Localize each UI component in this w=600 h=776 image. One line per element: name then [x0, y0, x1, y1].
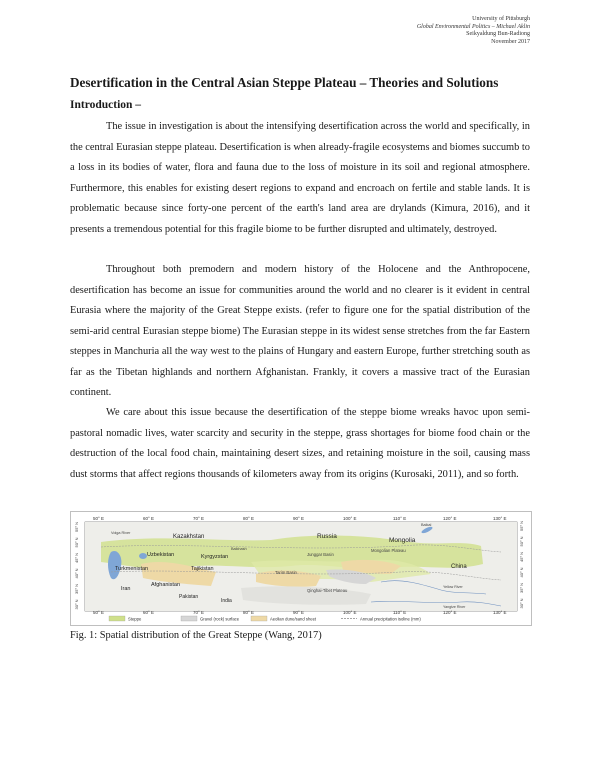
map-label-qinghai-tibet-plateau: Qinghai-Tibet Plateau	[307, 588, 348, 593]
map-label-turkmenistan: Turkmenistan	[115, 566, 149, 572]
header-course: Global Environmental Politics – Michael Aklin	[416, 23, 530, 30]
longitude-label: 50° E	[93, 610, 105, 615]
map-label-afghanistan: Afghanistan	[151, 582, 181, 588]
map-label-balkhash: Balkhash	[231, 547, 247, 551]
header-date: November 2017	[491, 38, 530, 45]
longitude-label: 80° E	[243, 610, 255, 615]
latitude-label: 45° N	[519, 551, 524, 562]
longitude-label: 60° E	[143, 610, 155, 615]
longitude-label: 60° E	[143, 516, 155, 521]
longitude-label: 80° E	[243, 516, 255, 521]
latitude-label: 30° N	[74, 599, 79, 610]
legend-swatch	[181, 616, 197, 621]
map-label-tarim-basin: Tarim Basin	[275, 570, 297, 575]
latitude-label: 50° N	[74, 537, 79, 548]
longitude-label: 130° E	[493, 610, 507, 615]
section-heading-introduction: Introduction –	[70, 99, 142, 111]
longitude-label: 130° E	[493, 516, 507, 521]
map-label-kyrgyzstan: Kyrgyzstan	[201, 554, 229, 560]
longitude-label: 50° E	[93, 516, 105, 521]
header-university: University of Pittsburgh	[472, 16, 530, 22]
legend-label: Steppe	[128, 616, 142, 622]
paper-title: Desertification in the Central Asian Steppe Plateau – Theories and Solutions	[70, 75, 499, 90]
latitude-label: 40° N	[519, 567, 524, 578]
map-label-russia: Russia	[317, 533, 337, 540]
longitude-label: 110° E	[393, 516, 407, 521]
latitude-label: 30° N	[519, 598, 524, 609]
running-header	[417, 16, 530, 46]
paragraph-3: We care about this issue because the desertification of the steppe biome wreaks havoc upon semi-pastoral nomadic lives, water scarcity and security in the steppe, grass shortages for biome food chain or the destruction of the local food chain, maintaining desert sizes, and retaining moisture in the soil, causing mass dust storms that affect regions thousands of kilometers away from its origins (Kurosaki, 2011), and so forth.	[70, 407, 530, 480]
longitude-label: 90° E	[293, 516, 305, 521]
latitude-label: 45° N	[74, 552, 79, 563]
longitude-label: 100° E	[343, 610, 357, 615]
map-label-pakistan: Pakistan	[179, 594, 199, 600]
longitude-label: 100° E	[343, 516, 357, 521]
latitude-label: 35° N	[519, 582, 524, 593]
map-label-mongolian-plateau: Mongolian Plateau	[371, 548, 406, 553]
legend-label: Aeolian dune/sand sheet	[270, 616, 317, 622]
steppe-map-figure	[70, 511, 532, 626]
paragraph-1: The issue in investigation is about the intensifying desertification across the world and specifically, in the central Eurasian steppe plateau. Desertification is when already-fragile ecosystems and biomes succumb to a loss in its bodies of water, flora and fauna due to the loss of moisture in its soil and regional atmosphere. Furthermore, this enables for existing desert regions to expand and encroach on fertile and stable lands. It is problematic because since forty-one percent of the earth's land area are drylands (Kimura, 2016), and it presents a tremendous potential for this fragile biome to be further disrupted and ultimately, destroyed.	[70, 121, 530, 235]
aral-sea	[139, 553, 147, 559]
map-label-junggar-basin: Junggar Basin	[307, 552, 334, 557]
map-label-kazakhstan: Kazakhstan	[173, 534, 205, 540]
map-label-uzbekistan: Uzbekistan	[147, 552, 175, 558]
map-label-baikal: Baikal	[421, 523, 432, 527]
longitude-label: 70° E	[193, 516, 205, 521]
latitude-label: 55° N	[74, 521, 79, 532]
latitude-label: 50° N	[519, 536, 524, 547]
map-label-india: India	[221, 598, 232, 604]
header-author: Seikyaldung Bun-Radiong	[466, 31, 530, 37]
steppe-map	[71, 512, 531, 625]
map-label-iran: Iran	[121, 586, 131, 592]
paragraph-2: Throughout both premodern and modern history of the Holocene and the Anthropocene, desertification has become an issue for communities around the world and no clearer is it evident in central Eurasia where the majority of the Great Steppe exists. (refer to figure one for the spatial distribution of the semi-arid central Eurasian steppe biome) The Eurasian steppe in its widest sense stretches from the far Eastern steppes in Manchuria all the way west to the plains of Hungary and eastern Europe, further stretching south as far as the Tibetan highlands and northern Afghanistan. Frankly, it covers a massive tract of the Eurasian continent.	[70, 264, 530, 398]
legend-swatch	[251, 616, 267, 621]
longitude-label: 110° E	[393, 610, 407, 615]
map-label-tajikistan: Tajikistan	[191, 566, 214, 572]
legend-label: Gravel (rock) surface	[200, 616, 240, 622]
legend-swatch	[109, 616, 125, 621]
latitude-label: 40° N	[74, 568, 79, 579]
map-label-china: China	[451, 564, 467, 570]
longitude-label: 90° E	[293, 610, 305, 615]
latitude-label: 35° N	[74, 583, 79, 594]
figure-caption: Fig. 1: Spatial distribution of the Great Steppe (Wang, 2017)	[70, 630, 322, 641]
map-label-yellow-river: Yellow River	[443, 585, 463, 589]
map-label-volga-river: Volga River	[111, 531, 131, 535]
longitude-label: 120° E	[443, 516, 457, 521]
map-label-mongolia: Mongolia	[389, 537, 416, 544]
longitude-label: 120° E	[443, 610, 457, 615]
legend-label: Annual precipitation isoline (mm)	[360, 616, 421, 622]
map-label-yangtze-river: Yangtze River	[443, 605, 466, 609]
longitude-label: 70° E	[193, 610, 205, 615]
latitude-label: 55° N	[519, 520, 524, 531]
